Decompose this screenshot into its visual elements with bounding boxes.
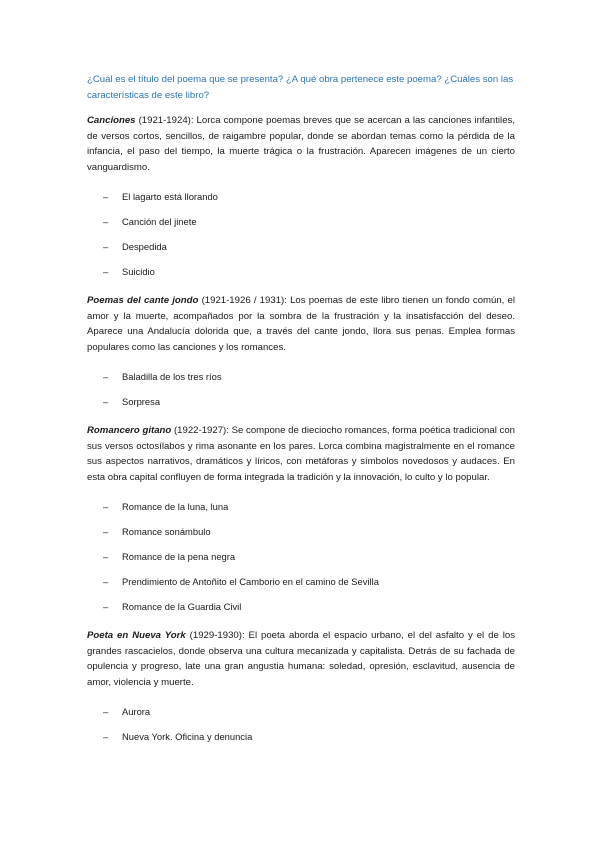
poem-title: Romance sonámbulo: [122, 526, 211, 537]
list-item: [87, 266, 515, 278]
section-romancero-gitano: [87, 423, 515, 613]
list-item: [87, 731, 515, 743]
list-item: [87, 191, 515, 203]
poem-title: Nueva York. Oficina y denuncia: [122, 731, 253, 742]
section-paragraph: [87, 113, 515, 175]
dash-bullet: –: [103, 241, 109, 252]
poem-list: [87, 706, 515, 743]
dash-bullet: –: [103, 526, 109, 537]
book-title: Canciones: [87, 115, 136, 126]
section-paragraph: [87, 423, 515, 485]
poem-title: Romance de la Guardia Civil: [122, 601, 242, 612]
poem-title: Baladilla de los tres ríos: [122, 371, 222, 382]
book-title: Romancero gitano: [87, 425, 172, 436]
poem-title: Despedida: [122, 241, 167, 252]
section-cante-jondo: [87, 293, 515, 408]
dash-bullet: –: [103, 551, 109, 562]
list-item: [87, 396, 515, 408]
poem-list: [87, 501, 515, 613]
book-description: (1921-1924): Lorca compone poemas breves que se acercan a las canciones infantiles, de versos cortos, sencillos, de raigambre popular, donde se abordan temas como la pérdida de la infancia, el paso del tiempo, la muerte trágica o la frustración. Aparecen imágenes de un cierto vanguardismo.: [87, 115, 515, 173]
poem-title: El lagarto está llorando: [122, 191, 218, 202]
book-title: Poeta en Nueva York: [87, 630, 186, 641]
poem-title: Suicidio: [122, 266, 155, 277]
book-description: (1922-1927): Se compone de dieciocho romances, forma poética tradicional con sus versos octosílabos y rima asonante en los pares. Lorca combina magistralmente en el romance sus aspectos narrativos, dramáticos y líricos, con metáforas y símbolos novedosos y audaces. En esta obra capital confluyen de forma integrada la tradición y la innovación, lo culto y lo popular.: [87, 425, 515, 483]
list-item: [87, 526, 515, 538]
dash-bullet: –: [103, 601, 109, 612]
dash-bullet: –: [103, 191, 109, 202]
book-description: (1929-1930): El poeta aborda el espacio urbano, el del asfalto y el de los grandes rascacielos, donde observa una cultura mecanizada y capitalista. Detrás de su fachada de opulencia y progreso, late una gran angustia humana: soledad, opresión, esclavitud, ausencia de amor, violencia y muerte.: [87, 630, 515, 688]
poem-title: Sorpresa: [122, 396, 161, 407]
section-poeta-en-nueva-york: [87, 628, 515, 743]
book-description: (1921-1926 / 1931): Los poemas de este libro tienen un fondo común, el amor y la muerte, acompañados por la sombra de la frustración y la insatisfacción del deseo. Aparece una Andalucía dolorida que, a través del cante jondo, llora sus penas. Emplea formas populares como las canciones y los romances.: [87, 295, 516, 353]
section-canciones: [87, 113, 515, 278]
list-item: [87, 576, 515, 588]
list-item: [87, 501, 515, 513]
poem-title: Prendimiento de Antoñito el Camborio en el camino de Sevilla: [122, 576, 379, 587]
list-item: [87, 216, 515, 228]
list-item: [87, 551, 515, 563]
dash-bullet: –: [103, 731, 109, 742]
dash-bullet: –: [103, 266, 109, 277]
list-item: [87, 241, 515, 253]
dash-bullet: –: [103, 396, 109, 407]
poem-title: Romance de la luna, luna: [122, 501, 229, 512]
section-paragraph: [87, 628, 515, 690]
dash-bullet: –: [103, 576, 109, 587]
list-item: [87, 706, 515, 718]
dash-bullet: –: [103, 501, 109, 512]
book-title: Poemas del cante jondo: [87, 295, 199, 306]
question-heading: ¿Cuál es el título del poema que se presenta? ¿A qué obra pertenece este poema? ¿Cuáles son las características de este libro?: [87, 74, 514, 101]
list-item: [87, 371, 515, 383]
poem-title: Canción del jinete: [122, 216, 197, 227]
section-paragraph: [87, 293, 515, 355]
poem-title: Romance de la pena negra: [122, 551, 236, 562]
list-item: [87, 601, 515, 613]
poem-list: [87, 371, 515, 408]
dash-bullet: –: [103, 371, 109, 382]
dash-bullet: –: [103, 706, 109, 717]
poem-list: [87, 191, 515, 278]
dash-bullet: –: [103, 216, 109, 227]
poem-title: Aurora: [122, 706, 151, 717]
document-page: [87, 72, 515, 758]
